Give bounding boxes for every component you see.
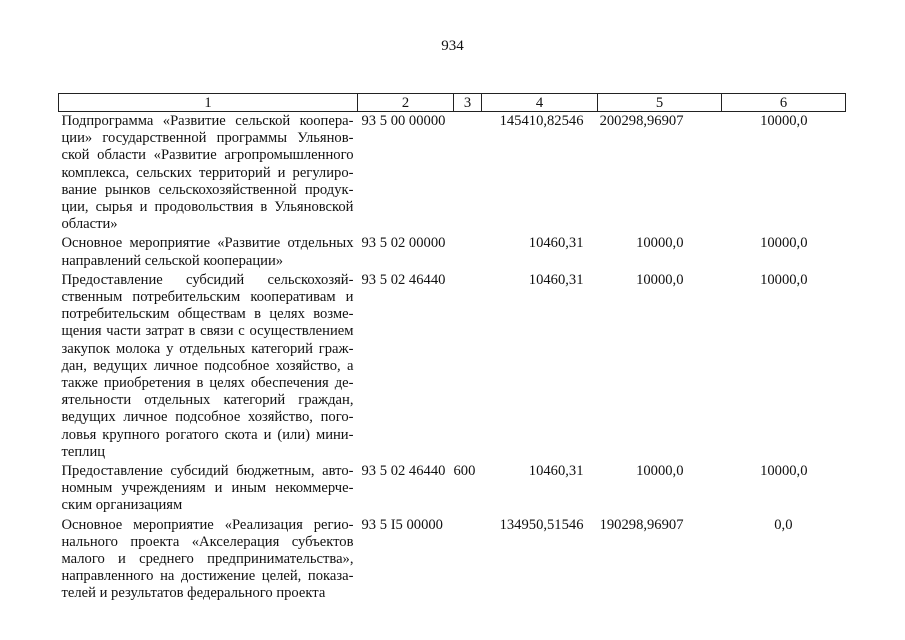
row-code: 93 5 02 46440 <box>361 271 446 288</box>
budget-table <box>58 93 846 604</box>
column-header-5: 5 <box>598 94 722 112</box>
row-value-col6: 10000,0 <box>760 235 808 252</box>
row-value-col4: 10460,31 <box>528 235 584 252</box>
row-description: Основное мероприятие «Реализация регионального проекта «Акселерация субъектов малого и среднего предпринимательства», направленного на достижение целей, показателей и результатов федерального проекта <box>61 516 354 602</box>
table-row <box>59 462 846 516</box>
row-description: Подпрограмма «Развитие сельской кооперации» государственной программы Ульяновской области «Развитие агропромышленного комплекса, сельских территорий и регулирование рынков сельскохозяйственной продукции, сырья и продовольствия в Ульяновской области» <box>61 113 354 233</box>
row-value-col5: 200298,96907 <box>599 113 684 129</box>
row-expense-type <box>454 271 482 462</box>
table-row <box>59 271 846 462</box>
column-header-1: 1 <box>59 94 358 112</box>
row-description: Предоставление субсидий сельскохозяйственным потребительским кооперативам и потребительским обществам в целях возмещения части затрат в связи с осуществлением закупок молока у отдельных категорий граждан, ведущих личное подсобное хозяйство, а также приобретения в целях обеспечения деятельности отдельных категорий граждан, ведущих личное подсобное хозяйство, поголовья крупного рогатого скота и (или) минитеплиц <box>61 271 354 460</box>
column-header-3: 3 <box>454 94 482 112</box>
row-code: 93 5 02 00000 <box>361 235 446 252</box>
table-row <box>59 112 846 235</box>
row-code: 93 5 I5 00000 <box>361 516 443 533</box>
row-value-col6: 10000,0 <box>760 113 808 129</box>
row-description: Основное мероприятие «Развитие отдельных направлений сельской кооперации» <box>61 235 354 269</box>
table-header <box>59 94 846 112</box>
table-body <box>59 112 846 604</box>
page-number: 934 <box>441 38 464 54</box>
header-row <box>59 94 846 112</box>
column-header-6: 6 <box>722 94 846 112</box>
row-expense-type <box>454 516 482 604</box>
row-value-col4: 145410,82546 <box>499 113 584 129</box>
column-header-2: 2 <box>358 94 454 112</box>
row-value-col6: 10000,0 <box>760 463 808 480</box>
row-value-col6: 0,0 <box>774 516 793 533</box>
row-code: 93 5 00 00000 <box>361 113 446 129</box>
row-value-col5: 10000,0 <box>636 235 684 252</box>
row-value-col6: 10000,0 <box>760 271 808 288</box>
row-expense-type <box>454 234 482 270</box>
table-row <box>59 234 846 270</box>
row-description: Предоставление субсидий бюджетным, автономным учреждениям и иным некоммерческим организациям <box>61 463 354 514</box>
table-row <box>59 516 846 604</box>
row-expense-type: 600 <box>453 463 476 480</box>
row-expense-type <box>454 112 482 235</box>
row-value-col4: 134950,51546 <box>499 516 584 533</box>
row-value-col4: 10460,31 <box>528 271 584 288</box>
column-header-4: 4 <box>482 94 598 112</box>
row-code: 93 5 02 46440 <box>361 463 446 480</box>
row-value-col4: 10460,31 <box>528 463 584 480</box>
row-value-col5: 190298,96907 <box>599 516 684 533</box>
row-value-col5: 10000,0 <box>636 271 684 288</box>
row-value-col5: 10000,0 <box>636 463 684 480</box>
